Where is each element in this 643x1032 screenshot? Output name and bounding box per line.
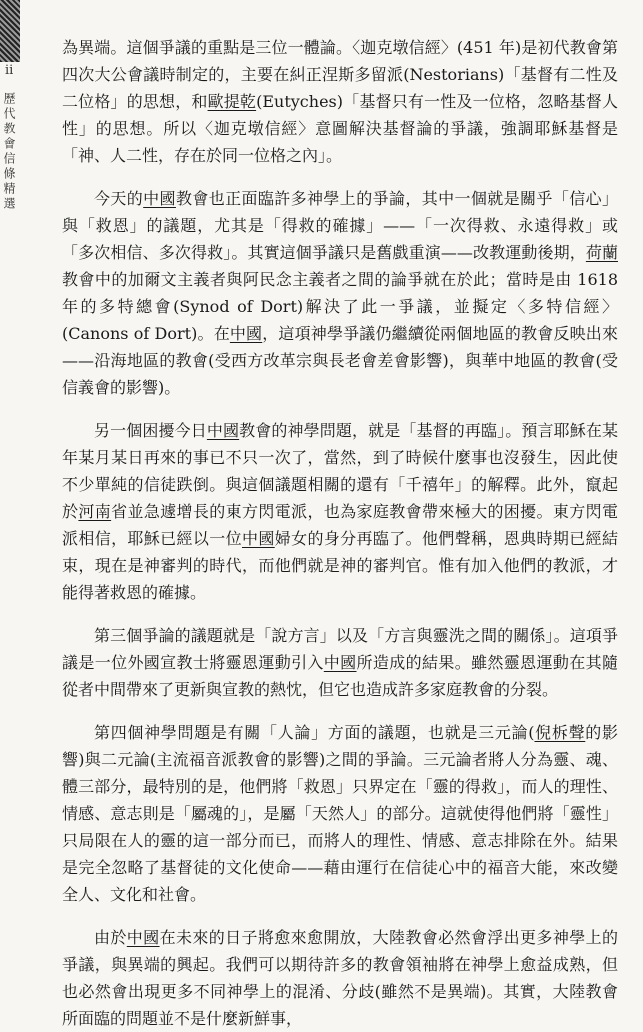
paragraph — [62, 719, 618, 908]
paragraph — [62, 417, 618, 606]
proper-noun-underlined: 中國 — [323, 653, 357, 672]
text-run: 的影響)與二元論(主流福音派教會的影響)之間的爭論。三元論者將人分為靈、魂、體三部分，最特別的是，他們將「救恩」只界定在「靈的得救」，而人的理性、情感、意志則是「屬魂的」，是屬「天然人」的部分。這就使得他們將「靈性」只局限在人的靈的這一部分而已，而將人的理性、情感、意志排除在外。結果是完全忽略了基督徒的文化使命——藉由運行在信徒心中的福音大能，來改變全人、文化和社會。 — [62, 723, 618, 904]
proper-noun-underlined: 中國 — [126, 928, 160, 947]
proper-noun-underlined: 中國 — [143, 189, 176, 208]
paragraph — [62, 34, 618, 169]
text-run: 教會中的加爾文主義者與阿民念主義者之間的論爭就在於此；當時是由 1618 年的多特總會(Synod of Dort)解決了此一爭議，並擬定〈多特信經〉(Canons of Dort)。在 — [62, 270, 618, 343]
proper-noun-underlined: 荷蘭 — [585, 243, 618, 262]
text-run: 第四個神學問題是有關「人論」方面的議題，也就是三元論( — [94, 723, 535, 742]
paragraph — [62, 924, 618, 1032]
text-run: 另一個困擾今日 — [94, 421, 207, 440]
proper-noun-underlined: 中國 — [242, 529, 275, 548]
text-run: (Eutyches)「基督只有一性及一位格，忽略基督人性」的思想。所以〈迦克墩信經〉意圖解決基督論的爭議，強調耶穌基督是「神、人二性，存在於同一位格之內」。 — [62, 92, 618, 165]
proper-noun-underlined: 河南 — [78, 502, 112, 521]
text-run: 教會也正面臨許多神學上的爭論，其中一個就是關乎「信心」與「救恩」的議題，尤其是「得救的確據」——「一次得救、永遠得救」或「多次相信、多次得救」。其實這個爭議只是舊戲重演——改教運動後期， — [62, 189, 618, 262]
text-run: 省並急遽增長的東方閃電派，也為家庭教會帶來極大的困擾。東方閃電派相信，耶穌已經以一位 — [62, 502, 618, 548]
paragraph — [62, 622, 618, 703]
body-text — [62, 34, 618, 1032]
proper-noun-underlined: 中國 — [229, 324, 263, 343]
running-book-title: 歷代教會信條精選 — [2, 92, 16, 212]
text-run: ，這項神學爭議仍繼續從兩個地區的教會反映出來——沿海地區的教會(受西方改革宗與長老會差會影響)，與華中地區的教會(受信義會的影響)。 — [62, 324, 618, 397]
text-run: 第三個爭論的議題就是「說方言」以及「方言與靈洗之間的關係」。這項爭議是一位外國宣教士將靈恩運動引入 — [62, 626, 618, 672]
text-run: 由於 — [94, 928, 127, 947]
page-edge-thumb-tab — [0, 0, 20, 62]
text-run: 教會的神學問題，就是「基督的再臨」。預言耶穌在某年某月某日再來的事已不只一次了，當然，到了時候什麼事也沒發生，因此使不少單純的信徒跌倒。與這個議題相關的還有「千禧年」的解釋。此外，竄起於 — [62, 421, 618, 521]
proper-noun-underlined: 歐提乾 — [207, 92, 257, 111]
paragraph — [62, 185, 618, 401]
proper-noun-underlined: 中國 — [206, 421, 240, 440]
proper-noun-underlined: 倪柝聲 — [534, 723, 586, 742]
text-run: 所造成的結果。雖然靈恩運動在其隨從者中間帶來了更新與宣教的熱忱，但它也造成許多家庭教會的分裂。 — [62, 653, 618, 699]
text-run: 在未來的日子將愈來愈開放，大陸教會必然會浮出更多神學上的爭議，與異端的興起。我們可以期待許多的教會領袖將在神學上愈益成熟，但也必然會出現更多不同神學上的混淆、分歧(雖然不是異端)。其實，大陸教會所面臨的問題並不是什麼新鮮事， — [62, 928, 618, 1028]
text-run: 婦女的身分再臨了。他們聲稱，恩典時期已經結束，現在是神審判的時代，而他們就是神的審判官。惟有加入他們的教派，才能得著救恩的確據。 — [62, 529, 618, 602]
page-number: ii — [5, 63, 14, 78]
text-run: 為異端。這個爭議的重點是三位一體論。〈迦克墩信經〉(451 年)是初代教會第四次大公會議時制定的，主要在糾正涅斯多留派(Nestorians)「基督有二性及二位格」的思想，和 — [62, 38, 618, 111]
text-run: 今天的 — [94, 189, 144, 208]
